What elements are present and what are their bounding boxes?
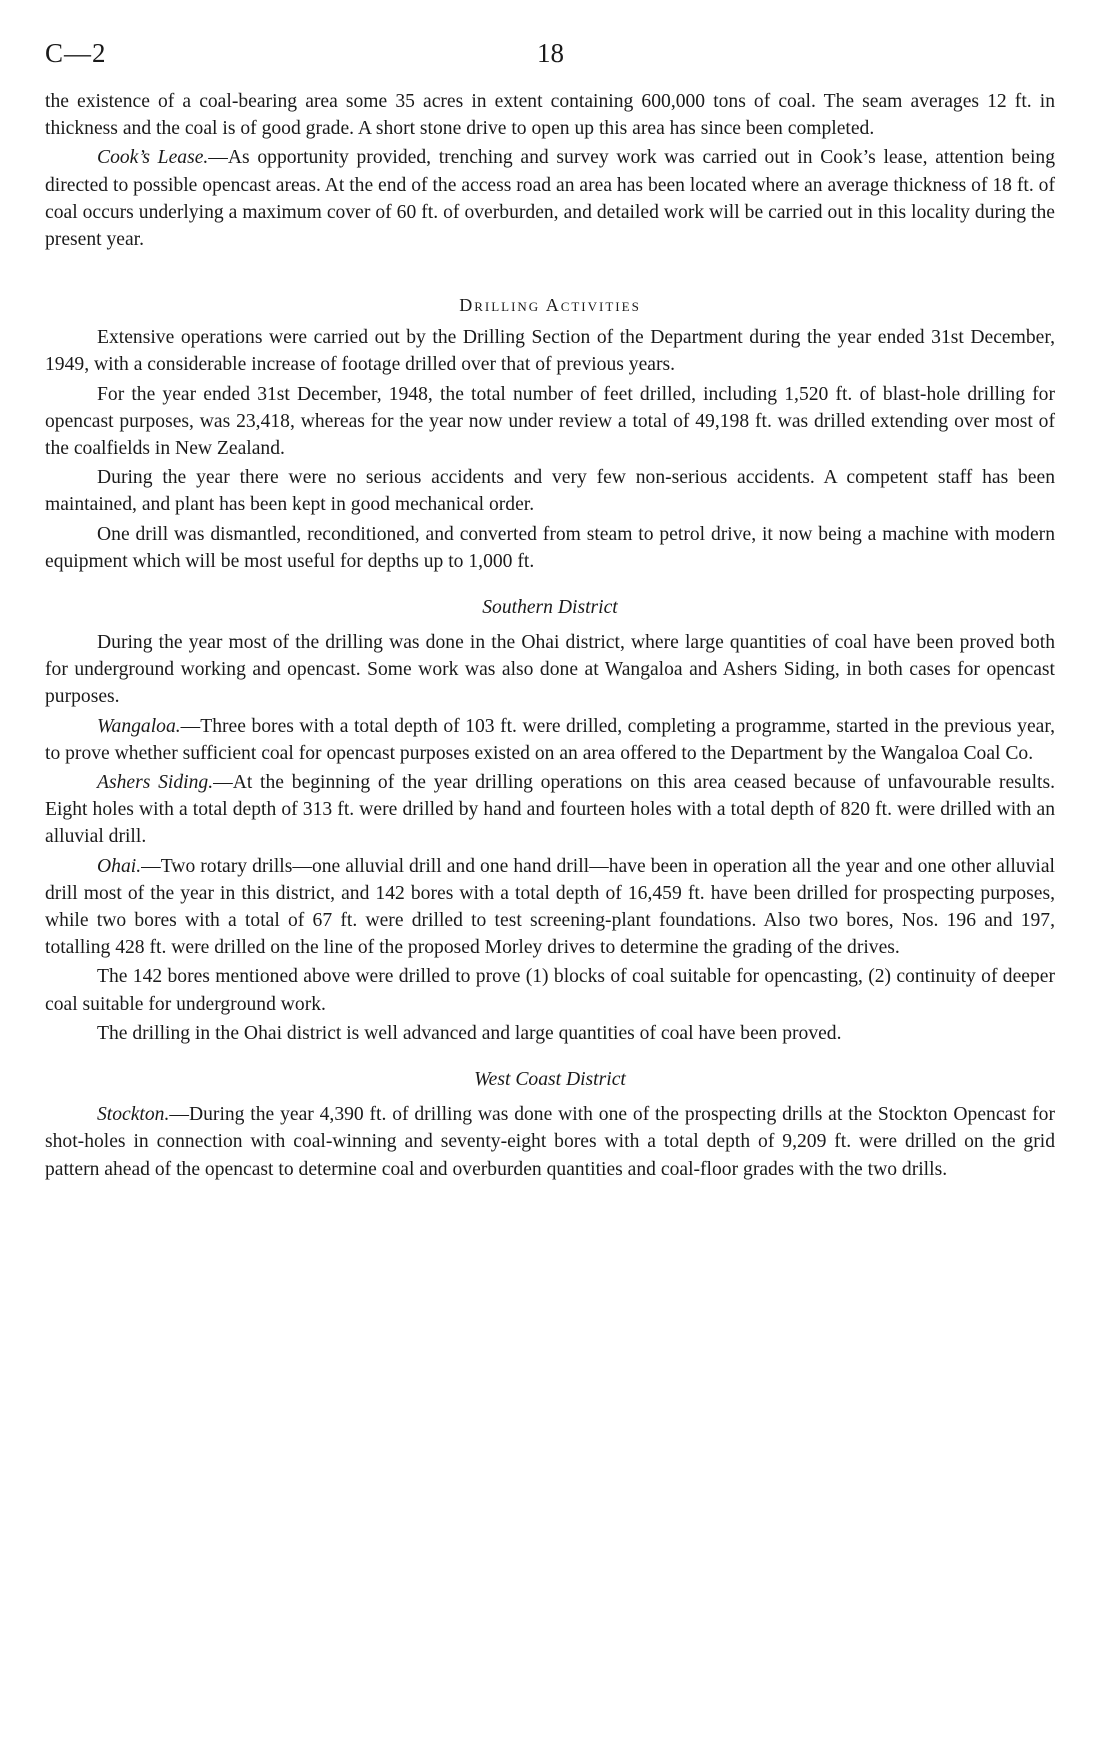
stockton-text: —During the year 4,390 ft. of drilling was done with one of the prospecting drills at the Stockton Opencast for shot-holes in connection with coal-winning and seventy-eight bores with a total depth of 9,209 ft. were drilled on the grid pattern ahead of the opencast to determine coal and overburden quantities and coal-floor grades with the two drills. xyxy=(45,1104,1055,1180)
drilling-activities-heading: Drilling Activities xyxy=(459,295,641,316)
page-number: 18 xyxy=(537,38,564,68)
ashers-siding-title: Ashers Siding. xyxy=(97,772,214,794)
wangaloa-text: —Three bores with a total depth of 103 ft. were drilled, completing a programme, started in the previous year, to prove whether sufficient coal for opencast purposes existed on an area offered to the Department by the Wangaloa Coal Co. xyxy=(45,715,1055,764)
ashers-siding-paragraph xyxy=(45,769,1055,851)
intro-paragraph: the existence of a coal-bearing area some 35 acres in extent containing 600,000 tons of coal. The seam averages 12 ft. in thickness and the coal is of good grade. A short stone drive to open up this area has since been completed. xyxy=(45,91,1055,140)
cooks-lease-title: Cook’s Lease. xyxy=(97,147,209,169)
west-coast-district-heading: West Coast District xyxy=(474,1069,626,1091)
ohai-paragraph xyxy=(45,853,1055,962)
ohai-summary-paragraph: The drilling in the Ohai district is well advanced and large quantities of coal have been proved. xyxy=(97,1022,842,1044)
bores-paragraph: The 142 bores mentioned above were drilled to prove (1) blocks of coal suitable for opencasting, (2) continuity of deeper coal suitable for underground work. xyxy=(45,966,1055,1015)
drilling-paragraph-3: During the year there were no serious accidents and very few non-serious accidents. A competent staff has been maintained, and plant has been kept in good mechanical order. xyxy=(45,467,1055,516)
drilling-paragraph-4: One drill was dismantled, reconditioned, and converted from steam to petrol drive, it now being a machine with modern equipment which will be most useful for depths up to 1,000 ft. xyxy=(45,523,1055,572)
ohai-text: —Two rotary drills—one alluvial drill and one hand drill—have been in operation all the year and one other alluvial drill most of the year in this district, and 142 bores with a total depth of 16,459 ft. have been drilled for prospecting purposes, while two bores with a total of 67 ft. were drilled to test screening-plant foundations. Also two bores, Nos. 196 and 197, totalling 428 ft. were drilled on the line of the proposed Morley drives to determine the grading of the drives. xyxy=(45,855,1055,959)
page-header xyxy=(45,38,1055,88)
southern-district-heading: Southern District xyxy=(482,597,618,619)
southern-intro-paragraph: During the year most of the drilling was done in the Ohai district, where large quantities of coal have been proved both for underground working and opencast. Some work was also done at Wangaloa and Ashers Siding, in both cases for opencast purposes. xyxy=(45,632,1055,708)
cooks-lease-text: —As opportunity provided, trenching and survey work was carried out in Cook’s lease, attention being directed to possible opencast areas. At the end of the access road an area has been located where an average thickness of 18 ft. of coal occurs underlying a maximum cover of 60 ft. of overburden, and detailed work will be carried out in this locality during the present year. xyxy=(45,147,1055,251)
report-code: C—2 xyxy=(45,38,107,68)
drilling-paragraph-2: For the year ended 31st December, 1948, the total number of feet drilled, including 1,520 ft. of blast-hole drilling for opencast purposes, was 23,418, whereas for the year now under review a total of 49,198 ft. was drilled extending over most of the coalfields in New Zealand. xyxy=(45,383,1055,460)
ashers-siding-text: —At the beginning of the year drilling operations on this area ceased because of unfavourable results. Eight holes with a total depth of 313 ft. were drilled by hand and fourteen holes with a total depth of 820 ft. were drilled with an alluvial drill. xyxy=(45,772,1055,848)
ohai-title: Ohai. xyxy=(97,855,142,877)
cooks-lease-paragraph xyxy=(45,144,1055,253)
wangaloa-paragraph xyxy=(45,713,1055,767)
stockton-title: Stockton. xyxy=(97,1104,170,1126)
wangaloa-title: Wangaloa. xyxy=(97,715,181,737)
stockton-paragraph xyxy=(45,1101,1055,1183)
drilling-paragraph-1: Extensive operations were carried out by the Drilling Section of the Department during the year ended 31st December, 1949, with a considerable increase of footage drilled over that of previous years. xyxy=(45,327,1055,376)
document-page xyxy=(45,38,1055,1183)
